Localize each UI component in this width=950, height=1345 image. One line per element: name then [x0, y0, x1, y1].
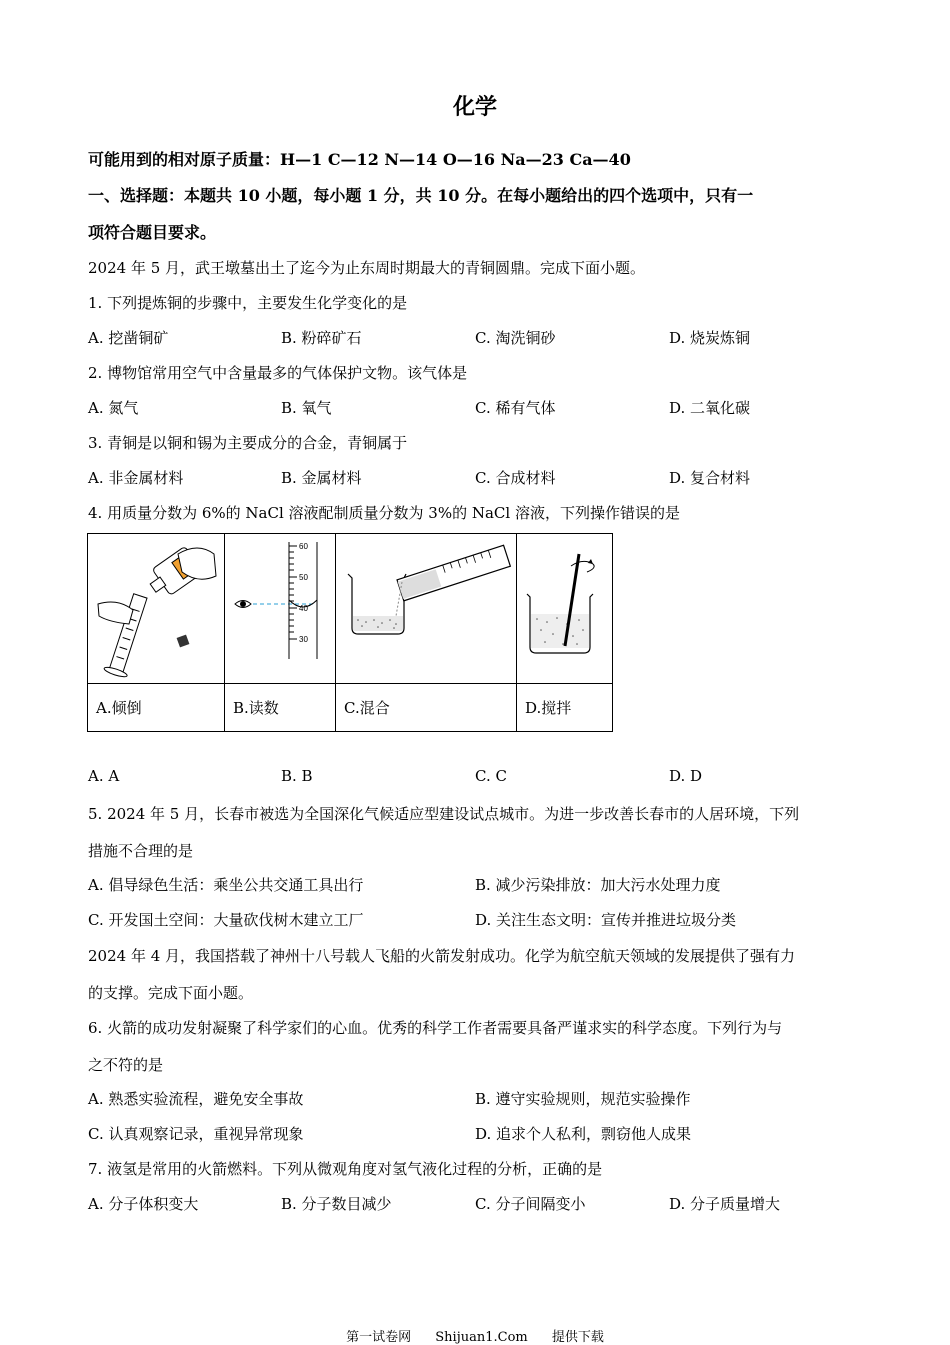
caption-pouring: A.倾倒: [88, 684, 225, 732]
q4-option-a: A. A: [88, 767, 120, 785]
q5-option-d: D. 关注生态文明：宣传并推进垃圾分类: [475, 911, 737, 929]
q7-option-b: B. 分子数目减少: [281, 1195, 392, 1213]
q2-option-b: B. 氧气: [281, 399, 332, 417]
footer-site-url[interactable]: Shijuan1.Com: [435, 1330, 528, 1345]
q5-option-a: A. 倡导绿色生活：乘坐公共交通工具出行: [88, 876, 364, 894]
q6-option-b: B. 遵守实验规则，规范实验操作: [475, 1090, 691, 1108]
atomic-mass-note: 可能用到的相对原子质量：H—1 C—12 N—14 O—16 Na—23 Ca—40: [88, 150, 631, 169]
q5-option-b: B. 减少污染排放：加大污水处理力度: [475, 876, 721, 894]
caption-reading: B.读数: [225, 684, 336, 732]
q6-option-d: D. 追求个人私利，剽窃他人成果: [475, 1125, 692, 1143]
intro-paragraph-2-line2: 的支撑。完成下面小题。: [88, 984, 254, 1002]
footer-download-note: 提供下载: [551, 1330, 604, 1345]
stirring-figure: [517, 534, 613, 684]
question-5-stem-line1: 5. 2024 年 5 月，长春市被选为全国深化气候适应型建设试点城市。为进一步改善长春市的人居环境，下列: [88, 805, 800, 823]
stirring-illustration: [517, 534, 612, 679]
page-footer: [0, 1326, 950, 1345]
q3-option-a: A. 非金属材料: [88, 469, 184, 487]
scale-label-50: 50: [299, 573, 308, 582]
q7-option-c: C. 分子间隔变小: [475, 1195, 586, 1213]
q3-option-c: C. 合成材料: [475, 469, 556, 487]
intro-paragraph-2-line1: 2024 年 4 月，我国搭载了神州十八号载人飞船的火箭发射成功。化学为航空航天领域的发展提供了强有力: [88, 947, 796, 965]
q2-option-d: D. 二氧化碳: [669, 399, 751, 417]
q1-option-a: A. 挖凿铜矿: [88, 329, 169, 347]
q6-option-c: C. 认真观察记录，重视异常现象: [88, 1125, 304, 1143]
page-title: 化学: [452, 94, 497, 120]
reading-figure: [225, 534, 336, 684]
intro-paragraph-1: 2024 年 5 月，武王墩墓出土了迄今为止东周时期最大的青铜圆鼎。完成下面小题。: [88, 259, 646, 277]
question-2-stem: 2. 博物馆常用空气中含量最多的气体保护文物。该气体是: [88, 364, 468, 382]
mixing-figure: [336, 534, 517, 684]
q4-option-d: D. D: [669, 767, 703, 785]
question-1-stem: 1. 下列提炼铜的步骤中，主要发生化学变化的是: [88, 294, 408, 312]
footer-site-name: 第一试卷网: [346, 1330, 412, 1345]
section-heading-line1: 一、选择题：本题共 10 小题，每小题 1 分，共 10 分。在每小题给出的四个选项中，只有一: [88, 186, 754, 205]
mixing-illustration: [336, 534, 516, 679]
q2-option-a: A. 氮气: [88, 399, 139, 417]
q5-option-c: C. 开发国土空间：大量砍伐树木建立工厂: [88, 911, 364, 929]
question-3-stem: 3. 青铜是以铜和锡为主要成分的合金，青铜属于: [88, 434, 408, 452]
section-heading-line2: 项符合题目要求。: [88, 223, 217, 242]
pouring-figure: [88, 534, 225, 684]
question-4-stem: 4. 用质量分数为 6%的 NaCl 溶液配制质量分数为 3%的 NaCl 溶液，下列操作错误的是: [88, 504, 680, 522]
scale-label-30: 30: [299, 635, 308, 644]
question-6-stem-line1: 6. 火箭的成功发射凝聚了科学家们的心血。优秀的科学工作者需要具备严谨求实的科学态度。下列行为与: [88, 1019, 783, 1037]
q2-option-c: C. 稀有气体: [475, 399, 556, 417]
caption-mixing: C.混合: [336, 684, 517, 732]
q4-option-b: B. B: [281, 767, 313, 785]
q3-option-d: D. 复合材料: [669, 469, 751, 487]
caption-stirring: D.搅拌: [517, 684, 613, 732]
q4-option-c: C. C: [475, 767, 507, 785]
q7-option-a: A. 分子体积变大: [88, 1195, 199, 1213]
question-7-stem: 7. 液氢是常用的火箭燃料。下列从微观角度对氢气液化过程的分析，正确的是: [88, 1160, 603, 1178]
q3-option-b: B. 金属材料: [281, 469, 362, 487]
scale-label-40: 40: [299, 604, 308, 613]
pouring-illustration: [88, 534, 224, 679]
scale-label-60: 60: [299, 542, 308, 551]
q1-option-d: D. 烧炭炼铜: [669, 329, 751, 347]
question-6-stem-line2: 之不符的是: [88, 1056, 164, 1074]
q6-option-a: A. 熟悉实验流程，避免安全事故: [88, 1090, 304, 1108]
reading-illustration: [225, 534, 335, 679]
q1-option-c: C. 淘洗铜砂: [475, 329, 556, 347]
question-5-stem-line2: 措施不合理的是: [88, 842, 194, 860]
q7-option-d: D. 分子质量增大: [669, 1195, 781, 1213]
lab-operations-table: [87, 533, 613, 732]
q1-option-b: B. 粉碎矿石: [281, 329, 362, 347]
